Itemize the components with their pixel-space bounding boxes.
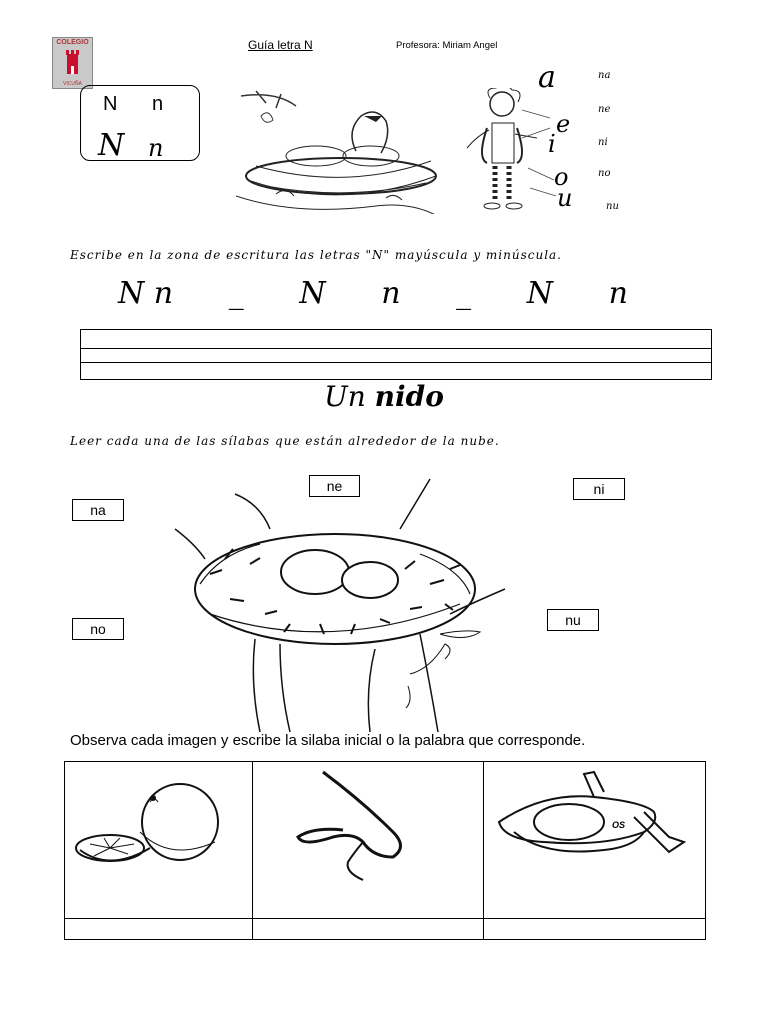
tower-icon <box>65 50 80 74</box>
cursive-model-row <box>118 276 628 311</box>
logo-subtext: VICUÑA <box>63 81 82 87</box>
figure-syllable-nu: nu <box>606 201 619 212</box>
nest-section-title <box>0 380 768 413</box>
syllable-box-ni: ni <box>573 478 625 500</box>
vowel-o: o <box>554 163 569 191</box>
cursive-upper-n: N <box>98 128 125 163</box>
model-item: _ <box>228 276 244 311</box>
title-word-nido: nido <box>374 380 444 413</box>
image-cell <box>484 762 706 919</box>
print-lower-n: n <box>152 93 164 115</box>
syllable-box-no: no <box>72 618 124 640</box>
image-cell <box>253 762 484 919</box>
school-logo <box>52 37 93 89</box>
image-answer-table <box>64 761 706 940</box>
spaceship-icon <box>484 762 705 914</box>
syllable-instruction: Leer cada una de las sílabas que están alrededor de la nube. <box>70 434 500 448</box>
bird-nest-illustration <box>236 86 446 214</box>
figure-syllable-no: no <box>598 168 611 179</box>
cursive-lower-n: n <box>148 134 164 162</box>
model-item: _ <box>456 276 472 311</box>
model-item: N <box>299 276 326 311</box>
model-item: N <box>526 276 553 311</box>
print-upper-n: N <box>103 93 118 115</box>
writing-area[interactable] <box>80 329 712 380</box>
model-item: n <box>381 276 401 311</box>
answer-cell[interactable] <box>253 919 484 940</box>
vowel-u: u <box>557 184 573 212</box>
title-word-un: Un <box>324 380 366 413</box>
model-item: N n <box>118 276 174 311</box>
vowel-e: e <box>556 110 571 138</box>
image-instruction: Observa cada imagen y escribe la silaba inicial o la palabra que corresponde. <box>70 732 586 749</box>
orange-icon <box>65 762 252 914</box>
nose-icon <box>253 762 483 914</box>
syllable-box-na: na <box>72 499 124 521</box>
figure-syllable-ne: ne <box>598 104 611 115</box>
svg-text:OS: OS <box>612 820 626 830</box>
vowel-a: a <box>538 60 556 95</box>
pointer-lines <box>520 108 560 198</box>
page-title: Guía letra N <box>248 38 313 52</box>
nest-tree-illustration <box>170 474 510 736</box>
writing-instruction: Escribe en la zona de escritura las letras "N" mayúscula y minúscula. <box>70 248 562 262</box>
figure-syllable-ni: ni <box>598 137 608 148</box>
image-cell <box>65 762 253 919</box>
vowel-i: i <box>548 130 556 158</box>
syllable-box-ne: ne <box>309 475 360 497</box>
logo-text: COLEGIO <box>56 39 89 46</box>
syllable-box-nu: nu <box>547 609 599 631</box>
model-item: n <box>608 276 628 311</box>
answer-cell[interactable] <box>484 919 706 940</box>
answer-cell[interactable] <box>65 919 253 940</box>
figure-syllable-na: na <box>598 70 611 81</box>
teacher-name: Profesora: Miriam Angel <box>396 40 498 51</box>
